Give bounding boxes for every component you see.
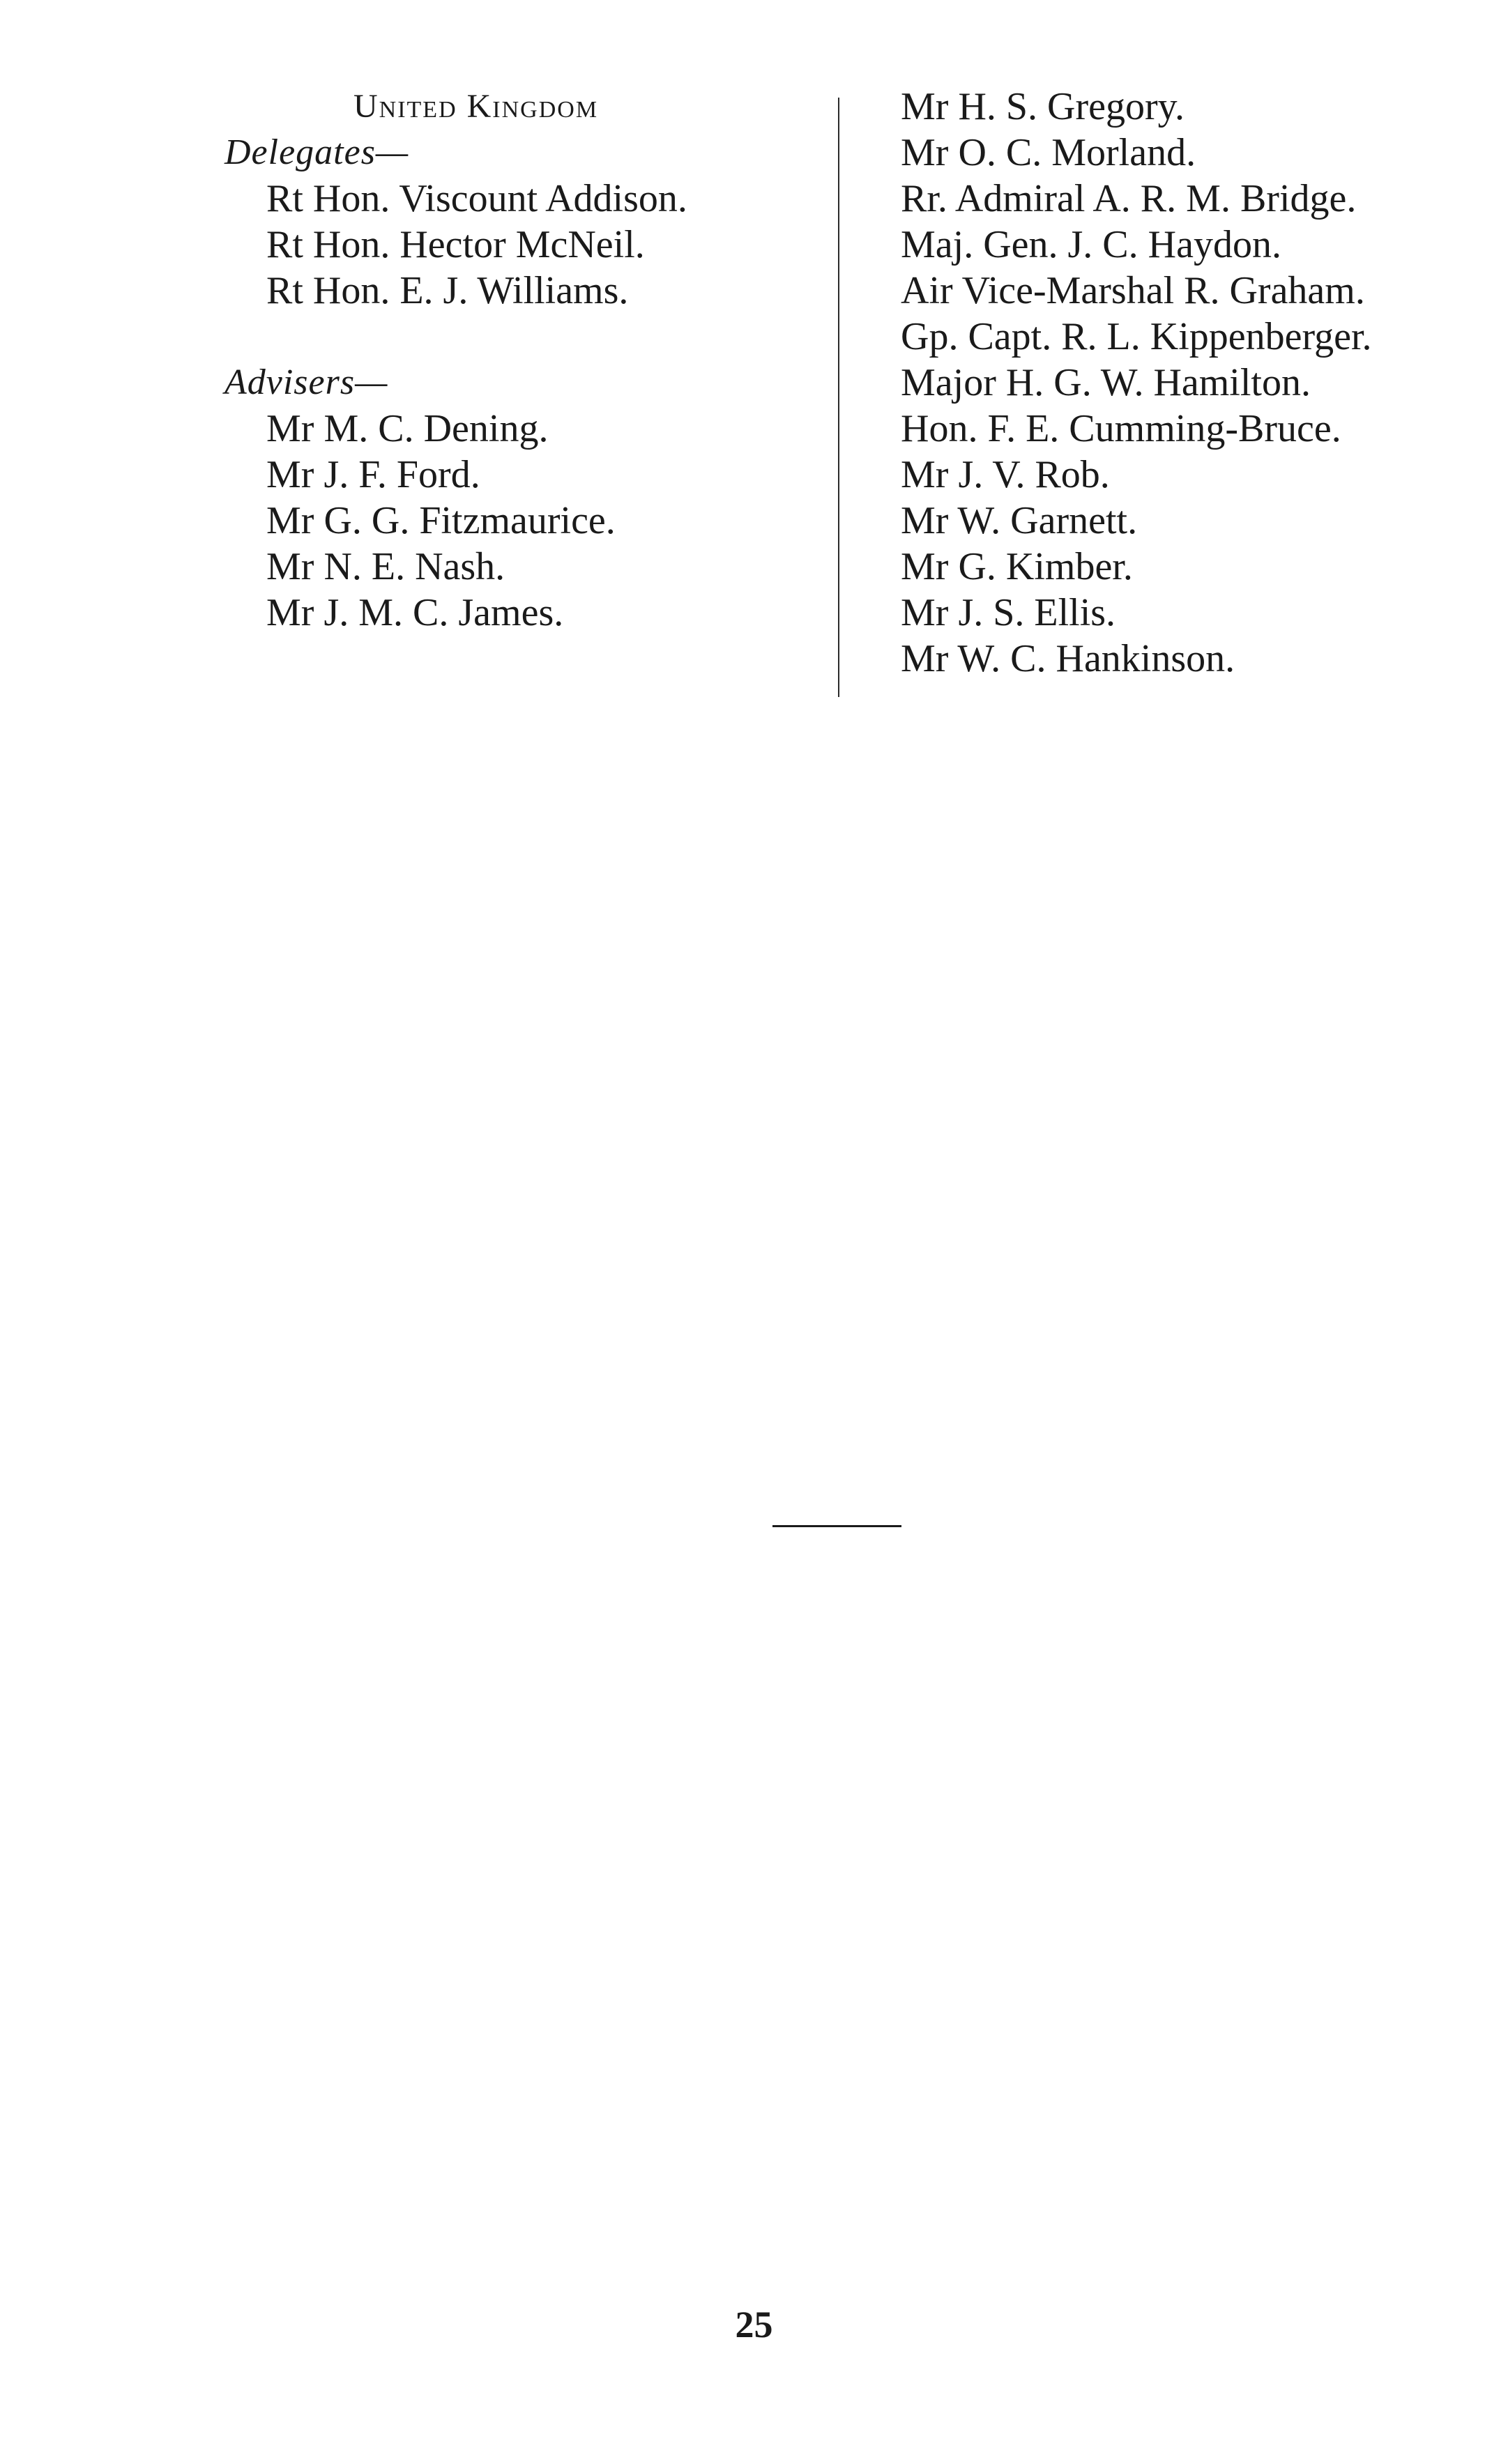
delegate-entry: Rt Hon. Viscount Addison. [266, 177, 687, 220]
adviser-entry: Major H. G. W. Hamilton. [901, 361, 1311, 404]
adviser-entry: Mr M. C. Dening. [266, 407, 549, 450]
page-number: 25 [735, 2304, 773, 2346]
adviser-entry: Maj. Gen. J. C. Haydon. [901, 223, 1281, 266]
adviser-entry: Gp. Capt. R. L. Kippenberger. [901, 315, 1372, 358]
horizontal-rule [772, 1525, 901, 1527]
adviser-entry: Hon. F. E. Cumming-Bruce. [901, 407, 1341, 450]
adviser-entry: Mr W. C. Hankinson. [901, 637, 1235, 680]
column-divider [838, 98, 839, 697]
delegate-entry: Rt Hon. E. J. Williams. [266, 269, 629, 312]
adviser-entry: Mr O. C. Morland. [901, 131, 1196, 174]
adviser-entry: Mr H. S. Gregory. [901, 85, 1185, 128]
section-heading: United Kingdom [353, 88, 599, 125]
adviser-entry: Mr J. V. Rob. [901, 453, 1110, 496]
section-spacer [224, 314, 796, 360]
adviser-entry: Mr G. Kimber. [901, 545, 1133, 588]
right-column [901, 84, 1500, 682]
delegates-label: Delegates— [224, 132, 409, 172]
adviser-entry: Mr G. G. Fitzmaurice. [266, 499, 616, 542]
adviser-entry: Mr J. M. C. James. [266, 591, 564, 634]
adviser-entry: Mr J. S. Ellis. [901, 591, 1116, 634]
adviser-entry: Rr. Admiral A. R. M. Bridge. [901, 177, 1357, 220]
left-column [224, 84, 796, 636]
adviser-entry: Air Vice-Marshal R. Graham. [901, 269, 1365, 312]
delegate-entry: Rt Hon. Hector McNeil. [266, 223, 645, 266]
adviser-entry: Mr N. E. Nash. [266, 545, 505, 588]
adviser-entry: Mr W. Garnett. [901, 499, 1138, 542]
adviser-entry: Mr J. F. Ford. [266, 453, 480, 496]
advisers-label: Advisers— [224, 362, 388, 402]
